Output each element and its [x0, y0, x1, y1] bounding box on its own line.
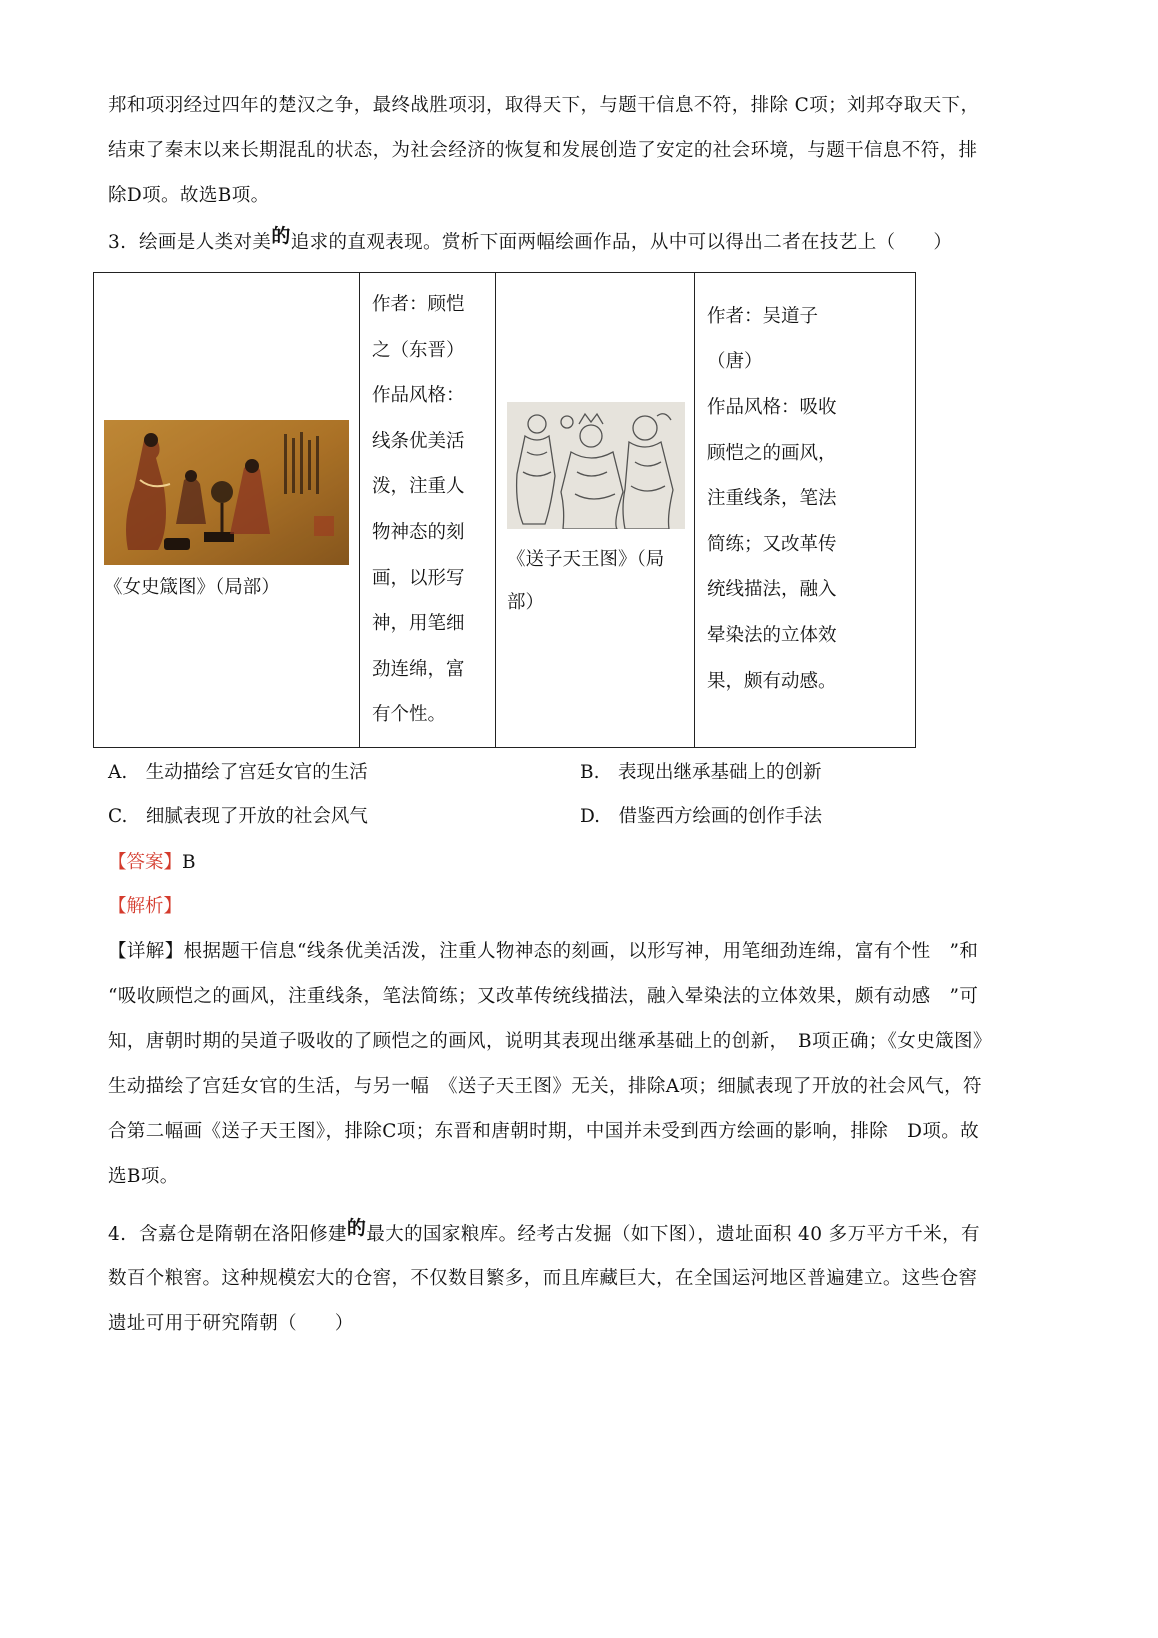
prev-answer-line-3: 除D项。故选B项。	[108, 185, 270, 206]
analysis-label: 【解析】	[108, 896, 183, 917]
question-3-stem-part-a: 绘画是人类对美	[139, 232, 272, 253]
painting-1-desc-line: 泼，注重人	[372, 476, 465, 498]
painting-1-desc-line: 画，以形写	[372, 567, 465, 589]
painting-1-image	[104, 420, 349, 565]
painting-table	[93, 272, 916, 748]
nvshi-zhen-tu-painting-icon	[104, 420, 349, 565]
prev-answer-line-2: 结束了秦末以来长期混乱的状态，为社会经济的恢复和发展创造了安定的社会环境，与题干信息不符，排	[108, 140, 978, 161]
painting-2-cell	[496, 273, 695, 748]
question-4-stem-part-a: 含嘉仓是隋朝在洛阳修建	[139, 1224, 347, 1245]
question-3-number: 3.	[108, 232, 127, 253]
detail-text: 根据题干信息“线条优美活泼，注重人物神态的刻画，以形写神，用笔细劲连绵，富有个性 ”和	[183, 941, 979, 962]
option-c[interactable]: C. 细腻表现了开放的社会风气	[108, 806, 368, 827]
painting-2-desc-line: 简练；又改革传	[707, 533, 837, 555]
detail-line-6: 选B项。	[108, 1166, 179, 1187]
detail-line-2: “吸收顾恺之的画风，注重线条，笔法简练；又改革传统线描法，融入晕染法的立体效果，颇有动感 ”可	[108, 986, 979, 1007]
painting-1-cell	[94, 273, 360, 748]
painting-2-desc-line: （唐）	[707, 351, 763, 373]
option-a[interactable]: A. 生动描绘了宫廷女官的生活	[108, 762, 368, 783]
question-4-line-2: 数百个粮窖。这种规模宏大的仓窖，不仅数目繁多，而且库藏巨大，在全国运河地区普遍建立。这些仓窖	[108, 1268, 978, 1289]
option-b[interactable]: B. 表现出继承基础上的创新	[580, 762, 822, 783]
painting-1-desc-line: 有个性。	[372, 704, 447, 726]
painting-2-desc-line: 果，颇有动感。	[707, 670, 837, 692]
option-d[interactable]: D. 借鉴西方绘画的创作手法	[580, 806, 823, 827]
prev-answer-line-1: 邦和项羽经过四年的楚汉之争，最终战胜项羽，取得天下，与题干信息不符，排除 C项；刘邦夺取天下，	[108, 95, 980, 116]
answer-value: B	[182, 852, 196, 873]
detail-line-3: 知，唐朝时期的吴道子吸收的了顾恺之的画风，说明其表现出继承基础上的创新， B项正确；《女史箴图》	[108, 1031, 992, 1052]
detail-line-4: 生动描绘了宫廷女官的生活，与另一幅 《送子天王图》无关，排除A项；细腻表现了开放的社会风气，符	[108, 1076, 982, 1097]
question-3-stem-part-b: 追求的直观表现。赏析下面两幅绘画作品，从中可以得出二者在技艺上（ ）	[290, 232, 953, 253]
answer-line	[108, 854, 196, 873]
painting-1-caption: 《女史箴图》（局部）	[104, 577, 280, 598]
question-4-stem-de: 的	[346, 1217, 367, 1239]
question-3-stem	[108, 225, 953, 253]
painting-1-desc-line: 劲连绵，富	[372, 658, 465, 680]
painting-1-desc-line: 之（东晋）	[372, 339, 465, 361]
painting-2-caption-line: 《送子天王图》（局	[507, 548, 665, 570]
painting-2-desc-line: 作品风格：吸收	[707, 397, 837, 419]
question-4-line-3: 遗址可用于研究隋朝（ ）	[108, 1313, 354, 1334]
painting-2-desc-line: 顾恺之的画风，	[707, 442, 837, 464]
painting-2-caption	[507, 537, 694, 625]
painting-2-desc-line: 晕染法的立体效	[707, 624, 837, 646]
painting-2-desc-line: 统线描法，融入	[707, 579, 837, 601]
painting-1-desc-line: 物神态的刻	[372, 522, 465, 543]
painting-2-image	[507, 402, 685, 529]
answer-label: 【答案】	[108, 852, 183, 873]
painting-2-desc-line: 注重线条，笔法	[707, 488, 837, 510]
painting-2-caption-line: 部）	[507, 591, 545, 613]
detail-line-1	[108, 943, 978, 962]
painting-1-desc-line: 作者：顾恺	[372, 294, 465, 316]
painting-1-desc-line: 神，用笔细	[372, 613, 465, 635]
detail-line-5: 合第二幅画《送子天王图》，排除C项；东晋和唐朝时期，中国并未受到西方绘画的影响，排除 D项。故	[108, 1121, 980, 1142]
question-4-stem	[108, 1217, 980, 1245]
painting-1-desc-line: 作品风格：	[372, 385, 465, 407]
painting-1-desc-cell	[360, 273, 496, 748]
songzi-tianwang-tu-sketch-icon	[507, 402, 685, 529]
painting-2-desc-line: 作者：吴道子	[707, 305, 819, 327]
painting-2-desc-cell	[695, 273, 916, 748]
question-4-stem-part-b: 最大的国家粮库。经考古发掘（如下图），遗址面积 40 多万平方千米，有	[366, 1224, 980, 1245]
detail-label: 【详解】	[108, 941, 184, 962]
question-3-stem-de: 的	[271, 225, 291, 247]
question-4-number: 4.	[108, 1224, 127, 1245]
painting-1-desc-line: 线条优美活	[372, 430, 465, 452]
